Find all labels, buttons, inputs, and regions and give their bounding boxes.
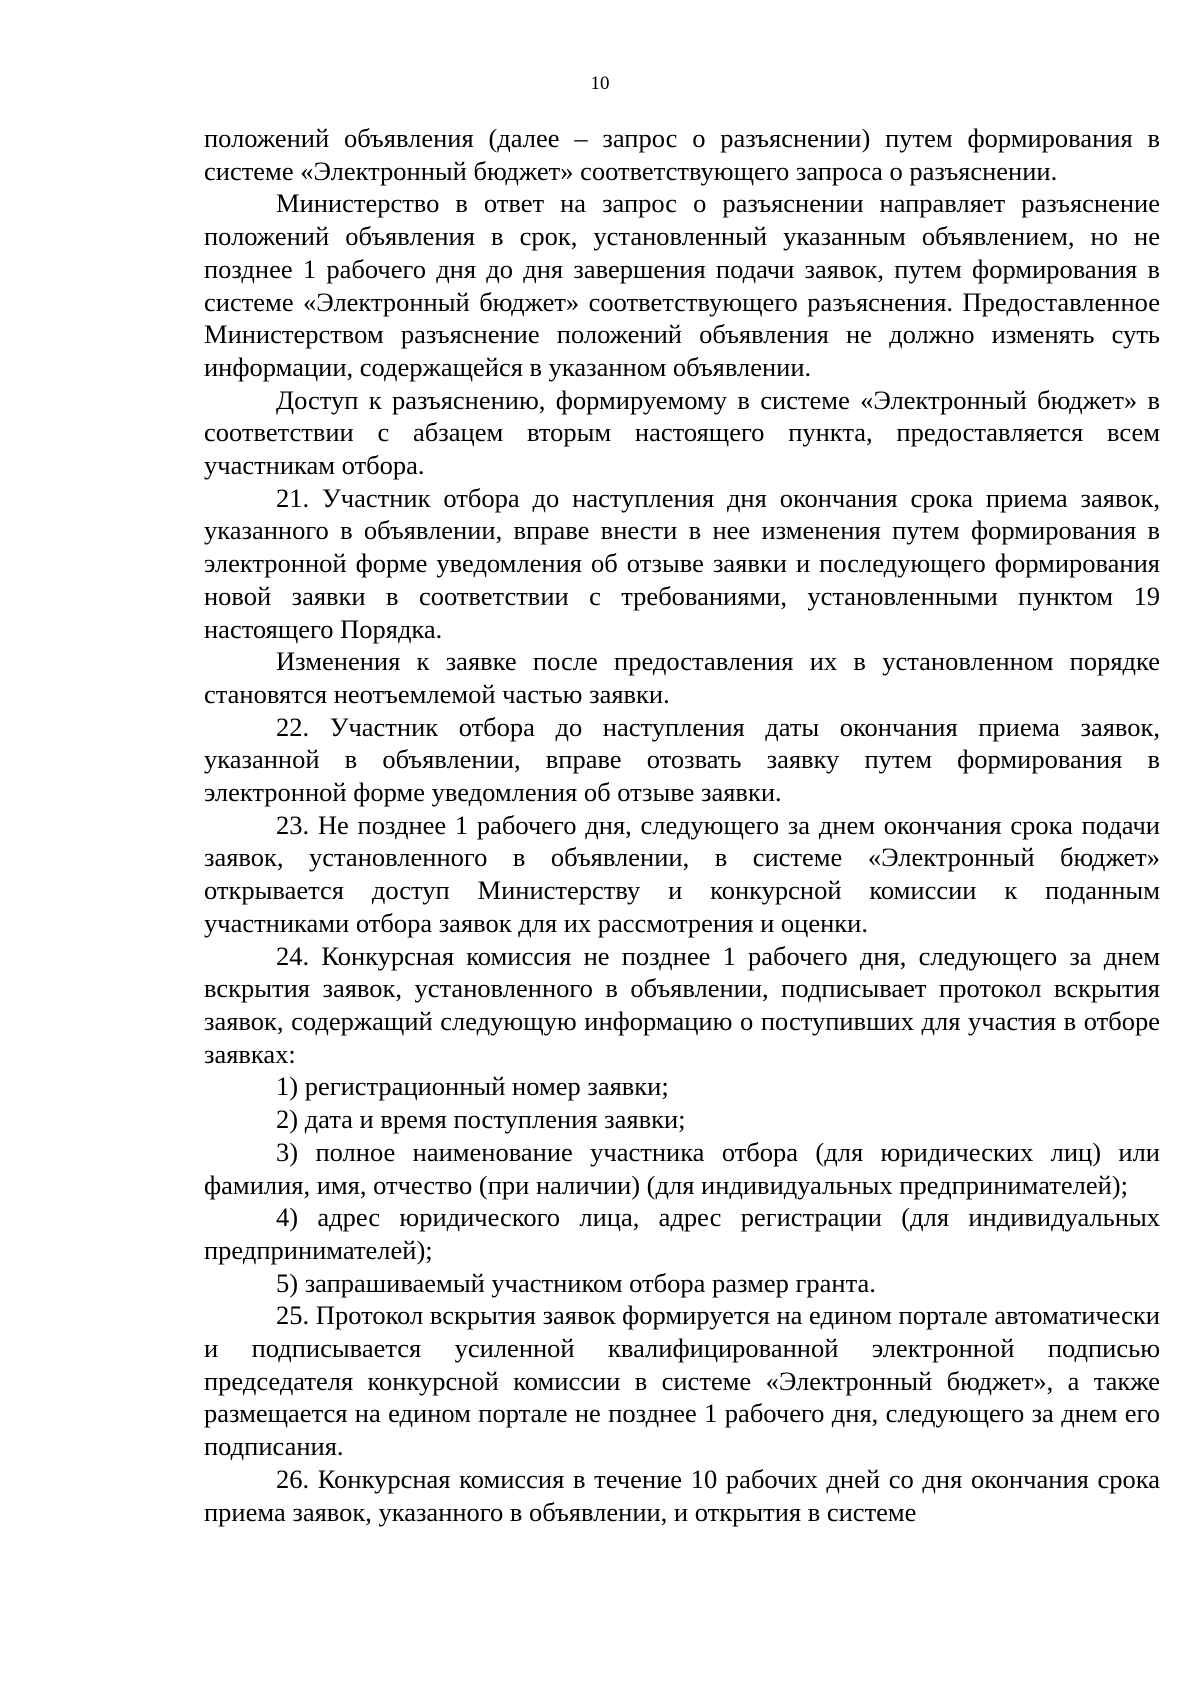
list-item-date-time: 2) дата и время поступления заявки; <box>276 1104 686 1135</box>
paragraph-item-25: 25. Протокол вскрытия заявок формируется на едином портале автоматически и подписывается усиленной квалифицированной электронной подписью председателя конкурсной комиссии в системе «Электронный бюджет», а также размещается на едином портале не позднее 1 рабочего дня, следующего за днем его подписания. <box>204 1300 1160 1462</box>
paragraph-item-26: 26. Конкурсная комиссия в течение 10 рабочих дней со дня окончания срока приема заявок, указанного в объявлении, и открытия в системе <box>204 1463 1160 1527</box>
list-item-grant-amount: 5) запрашиваемый участником отбора размер гранта. <box>276 1267 876 1298</box>
paragraph-ministry-response: Министерство в ответ на запрос о разъяснении направляет разъяснение положений объявления в срок, установленный указанным объявлением, но не позднее 1 рабочего дня до дня завершения подачи заявок, путем формирования в системе «Электронный бюджет» соответствующего разъяснения. Предоставленное Министерством разъяснение положений объявления не должно изменять суть информации, содержащейся в указанном объявлении. <box>204 188 1160 382</box>
paragraph-item-24: 24. Конкурсная комиссия не позднее 1 рабочего дня, следующего за днем вскрытия заявок, установленного в объявлении, подписывает протокол вскрытия заявок, содержащий следующую информацию о поступивших для участия в отборе заявках: <box>204 940 1160 1069</box>
paragraph-changes-to-application: Изменения к заявке после предоставления их в установленном порядке становятся неотъемлемой частью заявки. <box>204 646 1160 709</box>
list-item-registration-number: 1) регистрационный номер заявки; <box>276 1071 669 1102</box>
paragraph-clarification-access: Доступ к разъяснению, формируемому в системе «Электронный бюджет» в соответствии с абзацем вторым настоящего пункта, предоставляется всем участникам отбора. <box>204 384 1160 481</box>
paragraph-item-23: 23. Не позднее 1 рабочего дня, следующего за днем окончания срока подачи заявок, установленного в объявлении, в системе «Электронный бюджет» открывается доступ Министерству и конкурсной комиссии к поданным участниками отбора заявок для их рассмотрения и оценки. <box>204 809 1160 938</box>
paragraph-continuation: положений объявления (далее – запрос о разъяснении) путем формирования в системе «Электронный бюджет» соответствующего запроса о разъяснении. <box>204 123 1160 186</box>
paragraph-item-22: 22. Участник отбора до наступления даты окончания приема заявок, указанной в объявлении, вправе отозвать заявку путем формирования в электронной форме уведомления об отзыве заявки. <box>204 711 1160 808</box>
paragraph-item-21: 21. Участник отбора до наступления дня окончания срока приема заявок, указанного в объявлении, вправе внести в нее изменения путем формирования в электронной форме уведомления об отзыве заявки и последующего формирования новой заявки в соответствии с требованиями, установленными пунктом 19 настоящего Порядка. <box>204 482 1160 644</box>
page-number: 10 <box>590 73 610 94</box>
list-item-participant-name: 3) полное наименование участника отбора (для юридических лиц) или фамилия, имя, отчество (при наличии) (для индивидуальных предпринимателей); <box>204 1136 1160 1200</box>
list-item-address: 4) адрес юридического лица, адрес регистрации (для индивидуальных предпринимателей); <box>204 1202 1160 1265</box>
document-body <box>204 122 1160 1528</box>
